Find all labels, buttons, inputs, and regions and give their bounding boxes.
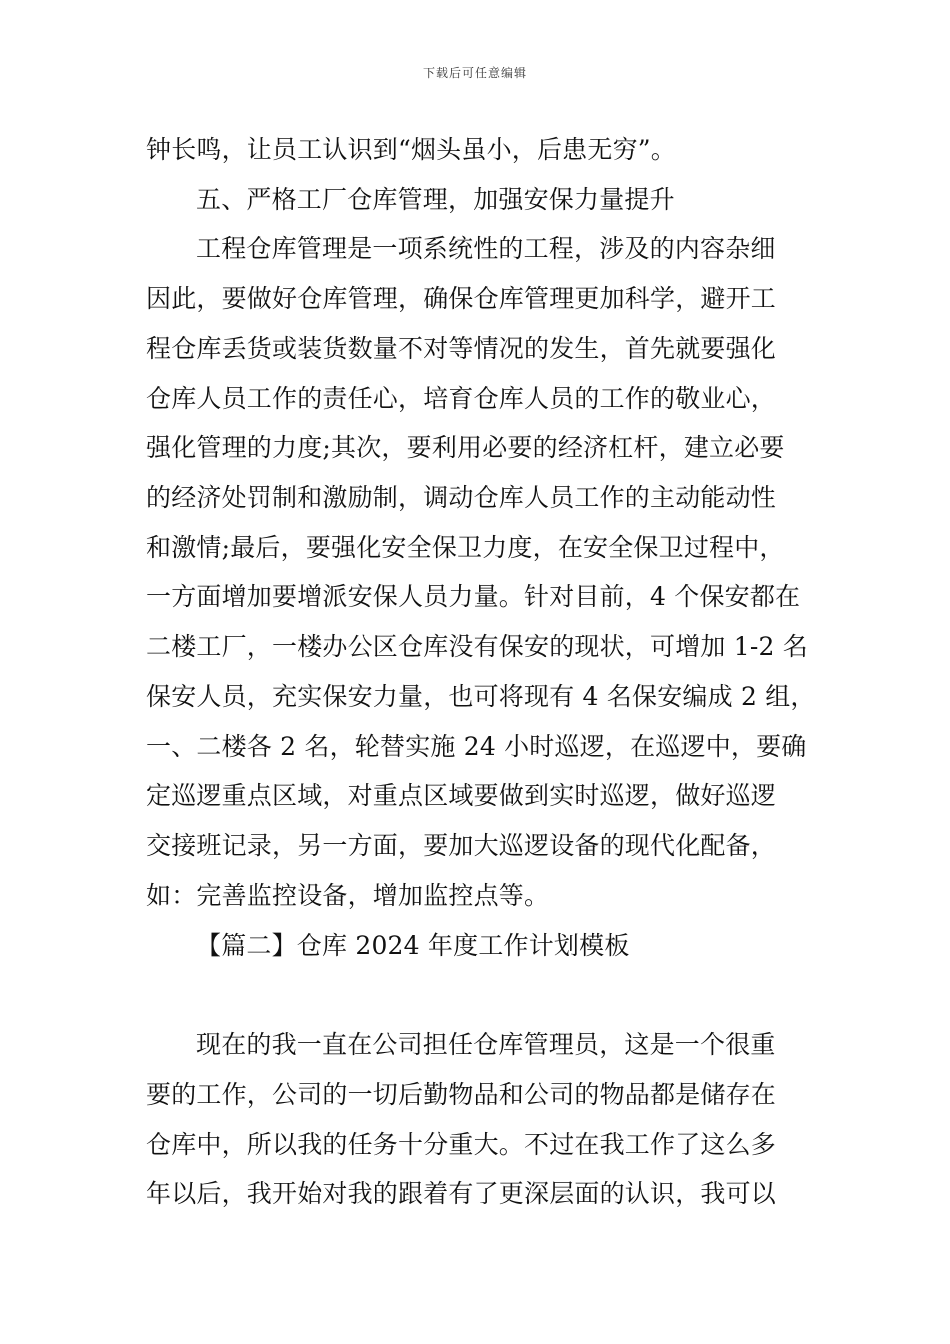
text-line: 年以后，我开始对我的跟着有了更深层面的认识，我可以	[146, 1179, 777, 1208]
text-line: 强化管理的力度;其次，要利用必要的经济杠杆，建立必要	[146, 433, 785, 462]
text-line: 交接班记录，另一方面，要加大巡逻设备的现代化配备，	[146, 831, 777, 860]
section-heading: 五、严格工厂仓库管理，加强安保力量提升	[196, 185, 675, 214]
paragraph-first-line: 工程仓库管理是一项系统性的工程，涉及的内容杂细	[196, 234, 776, 263]
text-line: 二楼工厂，一楼办公区仓库没有保安的现状，可增加 1-2 名	[146, 632, 808, 661]
paragraph-first-line: 现在的我一直在公司担任仓库管理员，这是一个很重	[196, 1030, 776, 1059]
text-line: 的经济处罚制和激励制，调动仓库人员工作的主动能动性	[146, 483, 777, 512]
text-line: 因此，要做好仓库管理，确保仓库管理更加科学，避开工	[146, 284, 777, 313]
text-line: 仓库中，所以我的任务十分重大。不过在我工作了这么多	[146, 1130, 777, 1159]
page-header: 下载后可任意编辑	[422, 66, 527, 80]
text-line: 一、二楼各 2 名，轮替实施 24 小时巡逻，在巡逻中，要确	[146, 732, 807, 761]
text-line: 如：完善监控设备，增加监控点等。	[146, 881, 550, 910]
text-line: 和激情;最后，要强化安全保卫力度，在安全保卫过程中，	[146, 533, 785, 562]
text-line: 程仓库丢货或装货数量不对等情况的发生，首先就要强化	[146, 334, 777, 363]
article-heading: 【篇二】仓库 2024 年度工作计划模板	[196, 931, 630, 960]
text-line: 一方面增加要增派安保人员力量。针对目前，4 个保安都在	[146, 582, 801, 611]
text-line: 定巡逻重点区域，对重点区域要做到实时巡逻，做好巡逻	[146, 781, 777, 810]
text-line: 保安人员，充实保安力量，也可将现有 4 名保安编成 2 组，	[146, 682, 816, 711]
text-line: 要的工作，公司的一切后勤物品和公司的物品都是储存在	[146, 1080, 777, 1109]
text-line: 钟长鸣，让员工认识到“烟头虽小，后患无穷”。	[146, 135, 676, 164]
text-line: 仓库人员工作的责任心，培育仓库人员的工作的敬业心，	[146, 384, 777, 413]
